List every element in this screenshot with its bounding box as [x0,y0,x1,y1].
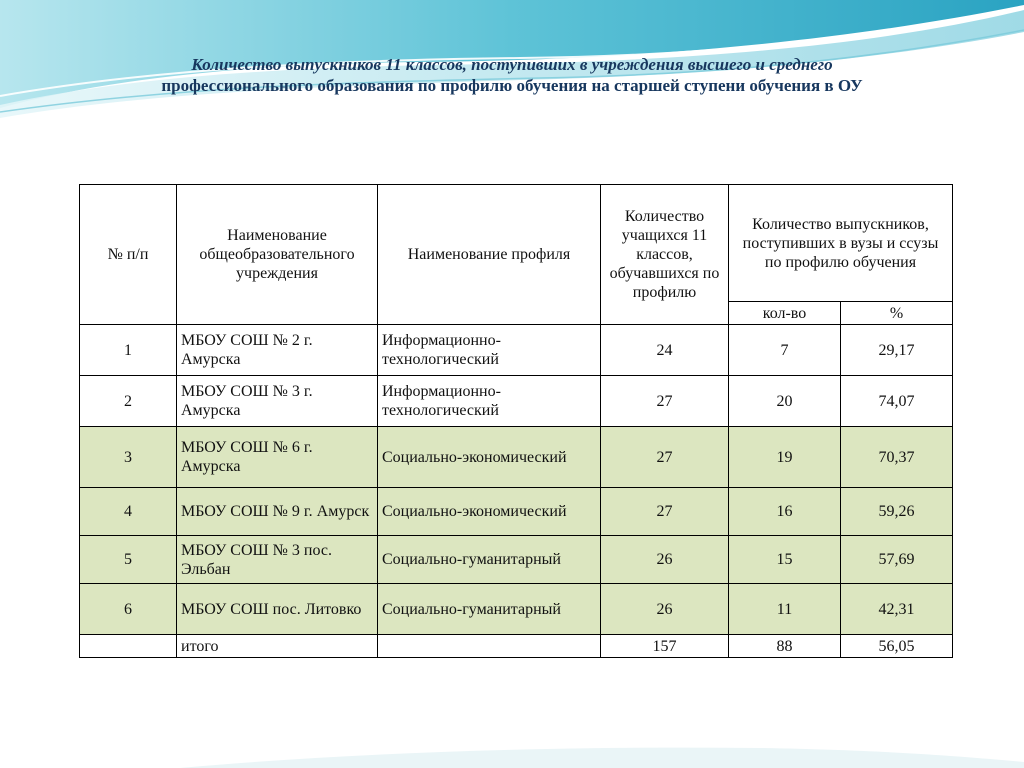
cell-profile: Социально-гуманитарный [378,536,601,584]
table-row [80,427,953,488]
cell-count: 15 [729,536,841,584]
cell-students: 24 [601,325,729,376]
cell-percent: 42,31 [841,584,953,635]
header-num: № п/п [80,185,177,325]
title-line-2: профессионального образования по профилю обучения на старшей ступени обучения в ОУ [161,76,863,95]
cell-profile: Социально-гуманитарный [378,584,601,635]
cell-total-empty-profile [378,635,601,658]
cell-total-label: итого [177,635,378,658]
cell-count: 20 [729,376,841,427]
cell-school: МБОУ СОШ № 3 пос. Эльбан [177,536,378,584]
cell-students: 27 [601,427,729,488]
cell-total-students: 157 [601,635,729,658]
cell-percent: 74,07 [841,376,953,427]
cell-profile: Социально-экономический [378,427,601,488]
cell-total-empty [80,635,177,658]
cell-school: МБОУ СОШ № 2 г. Амурска [177,325,378,376]
cell-num: 6 [80,584,177,635]
cell-profile: Информационно-технологический [378,376,601,427]
table-row [80,584,953,635]
cell-percent: 70,37 [841,427,953,488]
page-title [70,54,954,96]
header-profile: Наименование профиля [378,185,601,325]
header-students: Количество учащихся 11 классов, обучавшихся по профилю [601,185,729,325]
cell-percent: 57,69 [841,536,953,584]
header-graduates: Количество выпускников, поступивших в вузы и ссузы по профилю обучения [729,185,953,302]
cell-school: МБОУ СОШ № 9 г. Амурск [177,488,378,536]
cell-percent: 59,26 [841,488,953,536]
cell-students: 27 [601,376,729,427]
header-count: кол-во [729,302,841,325]
cell-profile: Социально-экономический [378,488,601,536]
header-school: Наименование общеобразовательного учреждения [177,185,378,325]
cell-num: 3 [80,427,177,488]
cell-num: 5 [80,536,177,584]
total-row [80,635,953,658]
table-row [80,488,953,536]
cell-school: МБОУ СОШ № 3 г. Амурска [177,376,378,427]
table-row [80,325,953,376]
cell-num: 1 [80,325,177,376]
table-row [80,536,953,584]
graduates-table [79,184,953,658]
cell-students: 26 [601,584,729,635]
cell-count: 16 [729,488,841,536]
header-percent: % [841,302,953,325]
title-line-1: Количество выпускников 11 классов, поступивших в учреждения высшего и среднего [191,55,833,74]
cell-count: 7 [729,325,841,376]
cell-num: 2 [80,376,177,427]
cell-total-count: 88 [729,635,841,658]
cell-profile: Информационно-технологический [378,325,601,376]
cell-school: МБОУ СОШ пос. Литовко [177,584,378,635]
cell-count: 19 [729,427,841,488]
header-row [80,185,953,302]
table-row [80,376,953,427]
cell-count: 11 [729,584,841,635]
cell-school: МБОУ СОШ № 6 г. Амурска [177,427,378,488]
cell-students: 27 [601,488,729,536]
cell-students: 26 [601,536,729,584]
cell-num: 4 [80,488,177,536]
cell-percent: 29,17 [841,325,953,376]
cell-total-percent: 56,05 [841,635,953,658]
